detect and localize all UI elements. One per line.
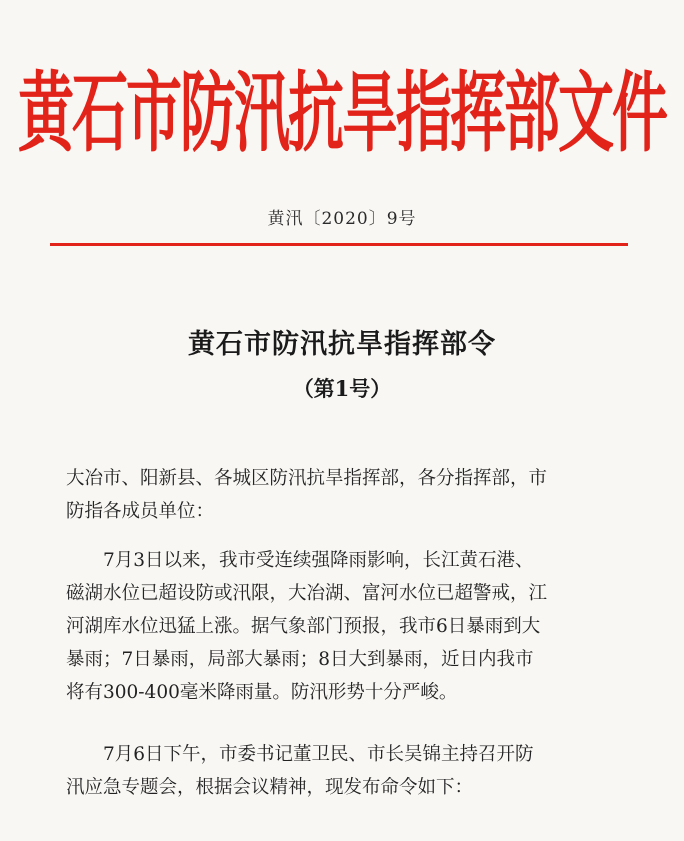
paragraph-line: 河湖库水位迅猛上涨。据气象部门预报，我市6日暴雨到大 xyxy=(66,616,541,637)
addressee-line: 防指各成员单位： xyxy=(66,501,215,522)
paragraph-situation xyxy=(66,544,612,709)
paragraph-line: 7月6日下午，市委书记董卫民、市长吴锦主持召开防 xyxy=(103,744,534,765)
paragraph-line: 汛应急专题会，根据会议精神，现发布命令如下： xyxy=(66,777,474,798)
order-number: （第1号） xyxy=(292,376,392,401)
addressee-line: 大冶市、阳新县、各城区防汛抗旱指挥部，各分指挥部，市 xyxy=(66,468,548,489)
paragraph-meeting xyxy=(66,738,612,804)
document-header-title: 黄石市防汛抗旱指挥部文件 xyxy=(18,64,666,165)
paragraph-line: 7月3日以来，我市受连续强降雨影响，长江黄石港、 xyxy=(103,550,534,571)
order-title: 黄石市防汛抗旱指挥部令 xyxy=(188,329,496,360)
document-number: 黄汛〔2020〕9号 xyxy=(267,209,417,229)
red-divider-line xyxy=(50,243,628,246)
paragraph-line: 将有300-400毫米降雨量。防汛形势十分严峻。 xyxy=(66,682,458,703)
paragraph-line: 磁湖水位已超设防或汛限，大冶湖、富河水位已超警戒，江 xyxy=(66,583,548,604)
addressee-block xyxy=(66,462,612,528)
paragraph-line: 暴雨；7日暴雨，局部大暴雨；8日大到暴雨，近日内我市 xyxy=(66,649,534,670)
